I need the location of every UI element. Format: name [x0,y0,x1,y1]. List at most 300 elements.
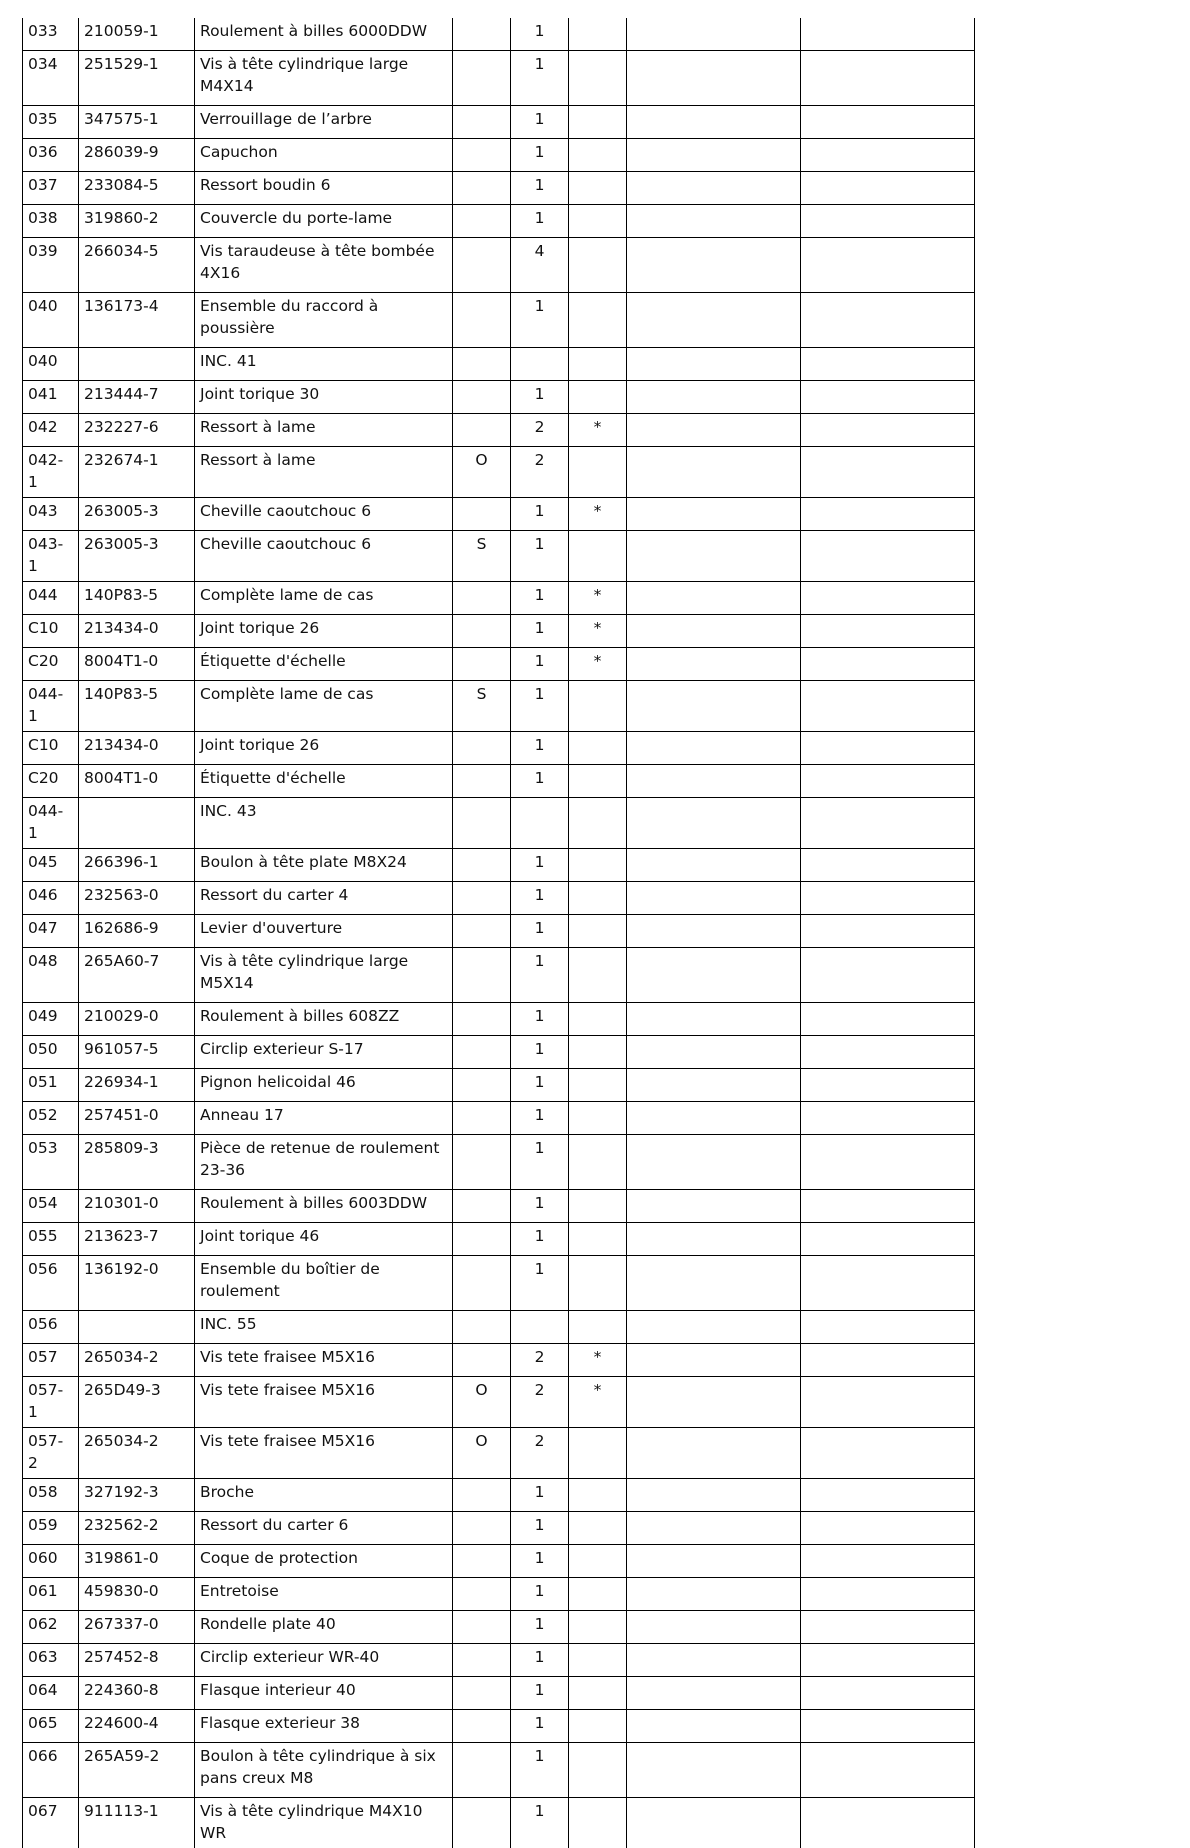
table-row [23,1428,975,1479]
part-number-cell: 140P83-5 [79,681,195,732]
marker-cell [569,18,627,51]
empty-cell [627,849,801,882]
empty-cell [801,381,975,414]
marker-cell [569,1710,627,1743]
empty-cell [627,348,801,381]
empty-cell [627,732,801,765]
empty-cell [627,648,801,681]
part-number-cell: 265D49-3 [79,1377,195,1428]
part-number-cell: 319860-2 [79,205,195,238]
empty-cell [627,447,801,498]
table-row [23,414,975,447]
quantity-cell: 1 [511,1644,569,1677]
quantity-cell: 1 [511,582,569,615]
empty-cell [627,18,801,51]
description-cell: Broche [195,1479,453,1512]
marker-cell [569,1545,627,1578]
marker-cell [569,447,627,498]
empty-cell [627,1479,801,1512]
description-cell: Pignon helicoidal 46 [195,1069,453,1102]
empty-cell [627,582,801,615]
table-row [23,681,975,732]
marker-cell [569,1135,627,1190]
table-row [23,447,975,498]
quantity-cell: 1 [511,1003,569,1036]
empty-cell [627,1223,801,1256]
item-number-cell: 047 [23,915,79,948]
item-number-cell: 042 [23,414,79,447]
description-cell: Joint torique 26 [195,732,453,765]
empty-cell [801,1545,975,1578]
description-cell: Vis taraudeuse à tête bombée 4X16 [195,238,453,293]
part-number-cell: 140P83-5 [79,582,195,615]
marker-cell: * [569,582,627,615]
empty-cell [801,18,975,51]
quantity-cell: 1 [511,1545,569,1578]
marker-cell [569,348,627,381]
table-row [23,1677,975,1710]
marker-cell [569,106,627,139]
code-cell [453,1644,511,1677]
empty-cell [801,1311,975,1344]
marker-cell [569,1223,627,1256]
quantity-cell: 4 [511,238,569,293]
empty-cell [801,106,975,139]
quantity-cell: 1 [511,1256,569,1311]
code-cell [453,615,511,648]
quantity-cell: 1 [511,531,569,582]
description-cell: Boulon à tête cylindrique à six pans creux M8 [195,1743,453,1798]
empty-cell [627,798,801,849]
marker-cell [569,51,627,106]
empty-cell [801,849,975,882]
description-cell: Ensemble du raccord à poussière [195,293,453,348]
table-row [23,18,975,51]
item-number-cell: 058 [23,1479,79,1512]
item-number-cell: 053 [23,1135,79,1190]
code-cell: S [453,531,511,582]
marker-cell [569,381,627,414]
part-number-cell: 911113-1 [79,1798,195,1848]
quantity-cell: 1 [511,765,569,798]
quantity-cell: 1 [511,1479,569,1512]
marker-cell [569,1102,627,1135]
item-number-cell: C10 [23,615,79,648]
code-cell [453,18,511,51]
item-number-cell: 056 [23,1256,79,1311]
empty-cell [627,498,801,531]
description-cell: Cheville caoutchouc 6 [195,498,453,531]
part-number-cell: 210059-1 [79,18,195,51]
item-number-cell: 043-1 [23,531,79,582]
empty-cell [627,1256,801,1311]
table-row [23,1545,975,1578]
description-cell: Roulement à billes 6003DDW [195,1190,453,1223]
table-row [23,531,975,582]
marker-cell: * [569,1344,627,1377]
table-row [23,1223,975,1256]
part-number-cell: 213434-0 [79,615,195,648]
empty-cell [801,882,975,915]
item-number-cell: 048 [23,948,79,1003]
empty-cell [801,1036,975,1069]
item-number-cell: 049 [23,1003,79,1036]
part-number-cell: 257451-0 [79,1102,195,1135]
part-number-cell: 213434-0 [79,732,195,765]
item-number-cell: 066 [23,1743,79,1798]
part-number-cell: 285809-3 [79,1135,195,1190]
empty-cell [801,172,975,205]
marker-cell [569,1479,627,1512]
empty-cell [627,238,801,293]
description-cell: Flasque exterieur 38 [195,1710,453,1743]
empty-cell [801,1710,975,1743]
marker-cell [569,732,627,765]
empty-cell [801,414,975,447]
empty-cell [627,1611,801,1644]
code-cell [453,1069,511,1102]
code-cell [453,1677,511,1710]
marker-cell [569,882,627,915]
code-cell [453,498,511,531]
quantity-cell: 1 [511,139,569,172]
marker-cell [569,1677,627,1710]
empty-cell [627,51,801,106]
empty-cell [627,1377,801,1428]
quantity-cell: 1 [511,615,569,648]
item-number-cell: 044-1 [23,681,79,732]
part-number-cell: 162686-9 [79,915,195,948]
part-number-cell: 233084-5 [79,172,195,205]
marker-cell [569,1311,627,1344]
quantity-cell: 1 [511,106,569,139]
marker-cell [569,681,627,732]
description-cell: Étiquette d'échelle [195,765,453,798]
empty-cell [801,915,975,948]
code-cell [453,732,511,765]
table-row [23,139,975,172]
empty-cell [627,205,801,238]
code-cell: O [453,447,511,498]
marker-cell [569,531,627,582]
empty-cell [801,1256,975,1311]
empty-cell [801,348,975,381]
empty-cell [801,648,975,681]
table-row [23,1743,975,1798]
part-number-cell [79,1311,195,1344]
marker-cell [569,1256,627,1311]
empty-cell [627,1036,801,1069]
description-cell: Joint torique 30 [195,381,453,414]
part-number-cell: 265A59-2 [79,1743,195,1798]
description-cell: Ensemble du boîtier de roulement [195,1256,453,1311]
marker-cell [569,1798,627,1848]
empty-cell [627,1644,801,1677]
code-cell [453,381,511,414]
item-number-cell: 043 [23,498,79,531]
code-cell [453,1135,511,1190]
empty-cell [627,882,801,915]
empty-cell [801,615,975,648]
empty-cell [801,681,975,732]
item-number-cell: 041 [23,381,79,414]
table-row [23,381,975,414]
quantity-cell: 1 [511,293,569,348]
marker-cell [569,1190,627,1223]
empty-cell [801,1512,975,1545]
table-row [23,915,975,948]
quantity-cell: 1 [511,1223,569,1256]
marker-cell [569,1003,627,1036]
quantity-cell: 1 [511,1798,569,1848]
empty-cell [801,447,975,498]
empty-cell [801,1798,975,1848]
table-row [23,615,975,648]
quantity-cell: 1 [511,1069,569,1102]
empty-cell [627,1069,801,1102]
code-cell [453,106,511,139]
part-number-cell: 266396-1 [79,849,195,882]
empty-cell [627,1578,801,1611]
part-number-cell: 213444-7 [79,381,195,414]
part-number-cell: 347575-1 [79,106,195,139]
empty-cell [801,582,975,615]
marker-cell [569,849,627,882]
item-number-cell: 044 [23,582,79,615]
item-number-cell: 060 [23,1545,79,1578]
marker-cell [569,948,627,1003]
marker-cell [569,1512,627,1545]
table-row [23,732,975,765]
empty-cell [801,1611,975,1644]
table-row [23,51,975,106]
marker-cell [569,1644,627,1677]
item-number-cell: 063 [23,1644,79,1677]
empty-cell [801,1428,975,1479]
quantity-cell: 1 [511,1677,569,1710]
marker-cell [569,139,627,172]
item-number-cell: 035 [23,106,79,139]
part-number-cell: 265034-2 [79,1428,195,1479]
table-row [23,238,975,293]
part-number-cell: 459830-0 [79,1578,195,1611]
quantity-cell: 2 [511,1428,569,1479]
table-row [23,1710,975,1743]
table-row [23,798,975,849]
description-cell: Ressort du carter 6 [195,1512,453,1545]
empty-cell [801,51,975,106]
empty-cell [801,732,975,765]
table-row [23,1512,975,1545]
code-cell [453,1344,511,1377]
empty-cell [801,238,975,293]
code-cell [453,1102,511,1135]
item-number-cell: 037 [23,172,79,205]
empty-cell [627,1102,801,1135]
table-row [23,1102,975,1135]
item-number-cell: C10 [23,732,79,765]
description-cell: Vis tete fraisee M5X16 [195,1377,453,1428]
code-cell [453,1256,511,1311]
empty-cell [801,948,975,1003]
item-number-cell: 055 [23,1223,79,1256]
description-cell: Ressort à lame [195,447,453,498]
description-cell: Capuchon [195,139,453,172]
item-number-cell: 056 [23,1311,79,1344]
empty-cell [627,1428,801,1479]
code-cell [453,1743,511,1798]
description-cell: Ressort du carter 4 [195,882,453,915]
description-cell: Vis tete fraisee M5X16 [195,1428,453,1479]
code-cell [453,1798,511,1848]
part-number-cell: 319861-0 [79,1545,195,1578]
empty-cell [627,1512,801,1545]
part-number-cell: 226934-1 [79,1069,195,1102]
quantity-cell: 1 [511,1512,569,1545]
item-number-cell: 034 [23,51,79,106]
code-cell [453,1578,511,1611]
part-number-cell: 8004T1-0 [79,765,195,798]
description-cell: Levier d'ouverture [195,915,453,948]
part-number-cell: 232562-2 [79,1512,195,1545]
part-number-cell: 224360-8 [79,1677,195,1710]
quantity-cell [511,1311,569,1344]
code-cell [453,1223,511,1256]
code-cell [453,1190,511,1223]
empty-cell [801,1677,975,1710]
table-row [23,172,975,205]
table-row [23,1377,975,1428]
marker-cell [569,1611,627,1644]
item-number-cell: 059 [23,1512,79,1545]
quantity-cell: 1 [511,498,569,531]
marker-cell [569,293,627,348]
empty-cell [801,798,975,849]
quantity-cell: 1 [511,915,569,948]
marker-cell [569,205,627,238]
description-cell: Verrouillage de l’arbre [195,106,453,139]
table-row [23,1479,975,1512]
part-number-cell: 136173-4 [79,293,195,348]
empty-cell [801,1135,975,1190]
empty-cell [627,1311,801,1344]
code-cell [453,348,511,381]
code-cell [453,139,511,172]
part-number-cell: 210029-0 [79,1003,195,1036]
code-cell [453,172,511,205]
item-number-cell: 057-1 [23,1377,79,1428]
empty-cell [801,531,975,582]
code-cell [453,1003,511,1036]
item-number-cell: 044-1 [23,798,79,849]
item-number-cell: 062 [23,1611,79,1644]
description-cell: INC. 55 [195,1311,453,1344]
empty-cell [801,205,975,238]
description-cell: Pièce de retenue de roulement 23-36 [195,1135,453,1190]
empty-cell [627,1798,801,1848]
table-row [23,205,975,238]
item-number-cell: 065 [23,1710,79,1743]
quantity-cell: 1 [511,648,569,681]
quantity-cell: 1 [511,1190,569,1223]
code-cell [453,765,511,798]
description-cell: Circlip exterieur WR-40 [195,1644,453,1677]
part-number-cell: 8004T1-0 [79,648,195,681]
quantity-cell: 1 [511,51,569,106]
description-cell: Ressort à lame [195,414,453,447]
table-row [23,1256,975,1311]
part-number-cell: 267337-0 [79,1611,195,1644]
part-number-cell: 232674-1 [79,447,195,498]
marker-cell [569,1428,627,1479]
empty-cell [627,414,801,447]
marker-cell [569,765,627,798]
part-number-cell: 265A60-7 [79,948,195,1003]
empty-cell [627,531,801,582]
quantity-cell: 2 [511,447,569,498]
description-cell: Complète lame de cas [195,681,453,732]
empty-cell [801,1102,975,1135]
quantity-cell: 1 [511,1578,569,1611]
empty-cell [627,1190,801,1223]
description-cell: Entretoise [195,1578,453,1611]
description-cell: Vis à tête cylindrique large M4X14 [195,51,453,106]
empty-cell [801,1190,975,1223]
marker-cell: * [569,615,627,648]
item-number-cell: 038 [23,205,79,238]
quantity-cell: 1 [511,18,569,51]
quantity-cell: 1 [511,1036,569,1069]
empty-cell [627,1710,801,1743]
empty-cell [801,1479,975,1512]
code-cell [453,205,511,238]
empty-cell [627,1545,801,1578]
description-cell: INC. 41 [195,348,453,381]
table-row [23,1611,975,1644]
marker-cell [569,1578,627,1611]
code-cell [453,51,511,106]
marker-cell: * [569,414,627,447]
description-cell: Circlip exterieur S-17 [195,1036,453,1069]
description-cell: Couvercle du porte-lame [195,205,453,238]
marker-cell: * [569,498,627,531]
empty-cell [627,948,801,1003]
quantity-cell: 1 [511,1611,569,1644]
empty-cell [627,139,801,172]
empty-cell [801,139,975,172]
table-row [23,1644,975,1677]
quantity-cell: 2 [511,1344,569,1377]
description-cell: Coque de protection [195,1545,453,1578]
code-cell: S [453,681,511,732]
parts-list-table [22,18,975,1848]
code-cell: O [453,1377,511,1428]
quantity-cell: 2 [511,414,569,447]
empty-cell [627,1135,801,1190]
description-cell: Joint torique 46 [195,1223,453,1256]
item-number-cell: 052 [23,1102,79,1135]
table-row [23,882,975,915]
description-cell: Vis à tête cylindrique M4X10 WR [195,1798,453,1848]
table-row [23,582,975,615]
item-number-cell: 039 [23,238,79,293]
part-number-cell: 286039-9 [79,139,195,172]
marker-cell [569,172,627,205]
item-number-cell: 045 [23,849,79,882]
empty-cell [627,172,801,205]
code-cell [453,849,511,882]
description-cell: Complète lame de cas [195,582,453,615]
